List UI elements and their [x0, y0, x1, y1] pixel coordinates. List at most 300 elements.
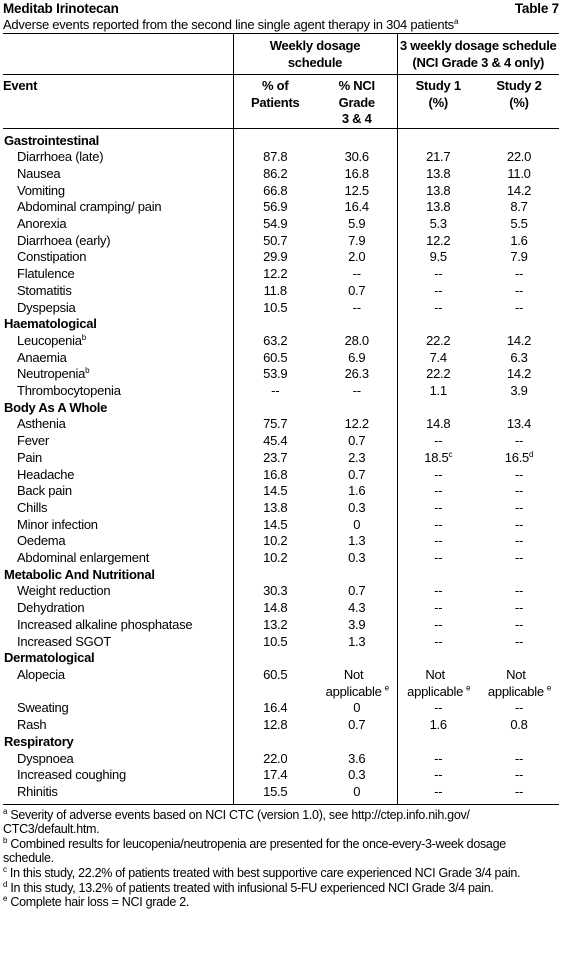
event-footnote-marker: b — [85, 366, 90, 376]
pct-nci-cell — [317, 634, 397, 651]
pct-patients-cell-value: 13.2 — [263, 616, 288, 632]
pct-nci-cell — [317, 467, 397, 484]
pct-patients-cell — [233, 183, 317, 200]
pct-patients-cell-value: 14.5 — [263, 483, 288, 499]
column-header-row — [3, 75, 559, 129]
section-header-empty — [233, 567, 317, 584]
section-header-row — [3, 128, 559, 149]
pct-patients-cell-value: 16.8 — [263, 466, 288, 482]
pct-nci-cell-value: 12.5 — [344, 182, 369, 198]
pct-patients-cell-value: 75.7 — [263, 416, 288, 432]
pct-nci-cell — [317, 233, 397, 250]
event-name: Abdominal cramping/ pain — [17, 199, 162, 215]
pct-nci-cell-value: 0.3 — [348, 767, 366, 783]
event-cell — [3, 283, 233, 300]
study2-cell-value: -- — [514, 282, 524, 298]
study2-cell — [479, 166, 559, 183]
event-name: Dyspepsia — [17, 299, 76, 315]
section-header-empty — [317, 567, 397, 584]
footnote-text: Complete hair loss = NCI grade 2. — [10, 895, 190, 910]
pct-patients-cell — [233, 383, 317, 400]
event-name: Increased SGOT — [17, 633, 112, 649]
section-header-empty — [397, 650, 479, 667]
study1-cell-value: 1.6 — [429, 717, 447, 733]
event-name: Flatulence — [17, 266, 75, 282]
pct-patients-cell — [233, 617, 317, 634]
study1-cell-value: -- — [434, 282, 443, 298]
pct-nci-cell-value: 16.8 — [344, 165, 369, 181]
pct-patients-cell-value: 29.9 — [263, 249, 288, 265]
study1-cell-footnote-marker: e — [466, 683, 471, 693]
study2-cell-value: Not applicable — [487, 667, 544, 699]
pct-patients-cell-value: 23.7 — [263, 449, 288, 465]
section-header-empty — [397, 400, 479, 417]
study2-cell — [479, 533, 559, 550]
pct-patients-cell — [233, 416, 317, 433]
pct-patients-cell-value: 14.5 — [263, 516, 288, 532]
pct-patients-cell — [233, 433, 317, 450]
study2-cell-footnote-marker: d — [529, 449, 534, 459]
section-header-row — [3, 316, 559, 333]
pct-patients-cell-value: 10.5 — [263, 633, 288, 649]
pct-nci-cell-value: 1.6 — [348, 483, 366, 499]
study2-cell-value: 5.5 — [510, 216, 528, 232]
table-row — [3, 751, 559, 768]
pct-patients-cell-value: 10.5 — [263, 299, 288, 315]
pct-nci-cell — [317, 767, 397, 784]
pct-patients-cell-value: 54.9 — [263, 216, 288, 232]
event-cell — [3, 350, 233, 367]
event-cell — [3, 300, 233, 317]
pct-nci-cell — [317, 700, 397, 717]
pct-nci-cell — [317, 617, 397, 634]
table-row — [3, 600, 559, 617]
event-cell — [3, 583, 233, 600]
pct-nci-cell — [317, 366, 397, 383]
footnote-text: In this study, 22.2% of patients treated with best supportive care experienced NCI Grade 3/4 pain. — [9, 866, 521, 880]
study1-cell — [397, 266, 479, 283]
study2-cell — [479, 517, 559, 534]
table-caption — [3, 17, 559, 34]
pct-nci-cell — [317, 416, 397, 433]
three-weekly-group-header-text: 3 weekly dosage schedule (NCI Grade 3 & 4 only) — [399, 38, 557, 70]
study1-cell — [397, 634, 479, 651]
study2-cell — [479, 383, 559, 400]
table-row — [3, 249, 559, 266]
caption-footnote-marker: a — [453, 17, 459, 26]
pct-nci-cell-value: 7.9 — [348, 232, 366, 248]
study1-cell-value: 22.2 — [426, 366, 451, 382]
table-row — [3, 416, 559, 433]
study1-cell — [397, 366, 479, 383]
study1-cell — [397, 483, 479, 500]
section-header-row — [3, 567, 559, 584]
pct-patients-cell — [233, 216, 317, 233]
table-row — [3, 767, 559, 784]
study1-cell — [397, 467, 479, 484]
event-cell — [3, 517, 233, 534]
study2-cell-value: 14.2 — [506, 182, 532, 198]
event-cell — [3, 700, 233, 717]
section-title: Body As A Whole — [3, 400, 233, 417]
section-title: Dermatological — [3, 650, 233, 667]
study2-cell — [479, 467, 559, 484]
table-row — [3, 233, 559, 250]
study1-cell-value: 14.8 — [426, 416, 451, 432]
study2-cell-footnote-marker: e — [546, 683, 552, 693]
footnote-e — [3, 895, 559, 910]
pct-patients-cell — [233, 233, 317, 250]
event-cell — [3, 634, 233, 651]
study2-cell-value: 0.8 — [510, 717, 528, 733]
study2-cell — [479, 216, 559, 233]
pct-nci-cell — [317, 751, 397, 768]
pct-patients-cell — [233, 199, 317, 216]
document-title: Meditab Irinotecan — [3, 1, 119, 16]
event-name: Vomiting — [17, 182, 65, 198]
event-cell — [3, 166, 233, 183]
event-name: Nausea — [17, 165, 61, 181]
study1-cell — [397, 767, 479, 784]
study1-cell-value: 18.5 — [424, 449, 449, 465]
pct-nci-cell-value: 0 — [353, 783, 361, 799]
pct-nci-cell-value: 28.0 — [344, 332, 369, 348]
pct-nci-cell-value: 0.3 — [348, 499, 366, 515]
pct-nci-cell — [317, 483, 397, 500]
table-row — [3, 383, 559, 400]
pct-nci-cell — [317, 600, 397, 617]
study1-cell-value: 9.5 — [429, 249, 447, 265]
weekly-group-header — [233, 34, 397, 75]
section-header-empty — [397, 316, 479, 333]
document-header — [3, 1, 559, 17]
pct-nci-cell-value: 30.6 — [344, 149, 369, 165]
pct-patients-cell — [233, 483, 317, 500]
study1-cell-value: -- — [434, 550, 443, 566]
caption-text: Adverse events reported from the second line single agent therapy in 304 patients — [3, 17, 454, 32]
event-name: Chills — [17, 499, 48, 515]
section-header-row — [3, 400, 559, 417]
event-cell — [3, 600, 233, 617]
col-header-study2-text: Study 2 (%) — [496, 78, 542, 110]
study2-cell-value: -- — [514, 266, 524, 282]
pct-nci-cell-value: 0 — [353, 516, 361, 532]
study1-cell — [397, 350, 479, 367]
event-name: Pain — [17, 449, 43, 465]
section-title: Metabolic And Nutritional — [3, 567, 233, 584]
study2-cell — [479, 416, 559, 433]
pct-nci-cell-footnote-marker: e — [384, 683, 389, 693]
study1-cell-value: -- — [434, 299, 443, 315]
group-header-row — [3, 34, 559, 75]
event-name: Back pain — [17, 483, 72, 499]
study2-cell-value: 22.0 — [506, 149, 532, 165]
pct-nci-cell-value: 0.7 — [348, 583, 366, 599]
pct-nci-cell-value: 0.7 — [348, 466, 366, 482]
section-header-row — [3, 734, 559, 751]
section-header-empty — [479, 128, 559, 149]
study2-cell-value: -- — [514, 783, 524, 799]
pct-patients-cell — [233, 350, 317, 367]
pct-nci-cell-value: 16.4 — [344, 199, 369, 215]
table-row — [3, 667, 559, 700]
pct-patients-cell-value: 13.8 — [263, 499, 288, 515]
study2-cell-value: 1.6 — [510, 232, 528, 248]
event-name: Minor infection — [17, 516, 98, 532]
event-name: Fever — [17, 433, 49, 449]
study1-cell — [397, 583, 479, 600]
pct-nci-cell-value: 0.7 — [348, 717, 366, 733]
study2-cell-value: -- — [514, 466, 524, 482]
footnote-text: Severity of adverse events based on NCI CTC (version 1.0), see http://ctep.info.nih.gov/ CTC3/default.htm. — [3, 807, 470, 837]
footnote-c — [3, 866, 559, 881]
section-header-empty — [479, 316, 559, 333]
pct-nci-cell — [317, 249, 397, 266]
study2-cell — [479, 751, 559, 768]
section-header-empty — [317, 650, 397, 667]
study2-cell — [479, 634, 559, 651]
pct-nci-cell — [317, 583, 397, 600]
col-header-study1-text: Study 1 (%) — [415, 78, 461, 110]
study1-cell-value: -- — [434, 767, 443, 783]
study2-cell — [479, 667, 559, 700]
study1-cell — [397, 249, 479, 266]
study2-cell — [479, 717, 559, 734]
pct-patients-cell-value: 10.2 — [263, 533, 288, 549]
pct-patients-cell — [233, 467, 317, 484]
footnote-d — [3, 881, 559, 896]
pct-nci-cell — [317, 550, 397, 567]
study1-cell — [397, 199, 479, 216]
study1-cell — [397, 784, 479, 804]
pct-nci-cell — [317, 166, 397, 183]
study2-cell-value: 13.4 — [506, 416, 532, 432]
section-header-empty — [233, 128, 317, 149]
event-cell — [3, 784, 233, 804]
pct-patients-cell-value: 10.2 — [263, 550, 288, 566]
section-header-empty — [317, 400, 397, 417]
table-row — [3, 634, 559, 651]
event-name: Anaemia — [17, 349, 67, 365]
pct-patients-cell — [233, 600, 317, 617]
study1-cell-value: -- — [434, 533, 443, 549]
study1-cell — [397, 667, 479, 700]
table-row — [3, 283, 559, 300]
section-header-empty — [397, 567, 479, 584]
pct-nci-cell — [317, 517, 397, 534]
footnote-marker: a — [3, 806, 8, 816]
study2-cell — [479, 433, 559, 450]
pct-nci-cell-value: 1.3 — [348, 633, 366, 649]
pct-patients-cell-value: 60.5 — [263, 349, 288, 365]
study2-cell-value: 3.9 — [510, 383, 528, 399]
table-row — [3, 366, 559, 383]
footnote-text: In this study, 13.2% of patients treated with infusional 5-FU experienced NCI Grade 3/4 pain. — [10, 880, 494, 895]
pct-patients-cell — [233, 717, 317, 734]
study2-cell — [479, 199, 559, 216]
pct-nci-cell — [317, 450, 397, 467]
event-footnote-marker: b — [81, 332, 86, 342]
study1-cell-value: 7.4 — [429, 349, 447, 365]
event-cell — [3, 416, 233, 433]
event-name: Sweating — [17, 700, 69, 716]
study2-cell — [479, 149, 559, 166]
study1-cell — [397, 500, 479, 517]
event-name: Anorexia — [17, 216, 67, 232]
event-cell — [3, 383, 233, 400]
col-header-event: Event — [3, 75, 233, 129]
pct-patients-cell — [233, 634, 317, 651]
adverse-events-table — [3, 34, 559, 805]
section-title: Gastrointestinal — [3, 128, 233, 149]
pct-patients-cell — [233, 450, 317, 467]
study2-cell — [479, 183, 559, 200]
pct-nci-cell — [317, 333, 397, 350]
section-header-empty — [233, 400, 317, 417]
study2-cell — [479, 350, 559, 367]
pct-patients-cell-value: 50.7 — [263, 232, 288, 248]
study1-cell — [397, 751, 479, 768]
pct-nci-cell-value: -- — [352, 299, 361, 315]
pct-patients-cell-value: 63.2 — [263, 332, 288, 348]
pct-patients-cell — [233, 166, 317, 183]
study2-cell-value: -- — [514, 299, 524, 315]
event-cell — [3, 433, 233, 450]
table-row — [3, 617, 559, 634]
event-cell — [3, 249, 233, 266]
pct-nci-cell-value: 26.3 — [344, 366, 369, 382]
event-name: Abdominal enlargement — [17, 550, 150, 566]
col-header-study1 — [397, 75, 479, 129]
study2-cell — [479, 333, 559, 350]
study1-cell-value: 13.8 — [426, 165, 451, 181]
study2-cell-value: -- — [514, 516, 524, 532]
study2-cell — [479, 249, 559, 266]
event-name: Rhinitis — [17, 783, 58, 799]
table-row — [3, 350, 559, 367]
pct-patients-cell-value: 15.5 — [263, 783, 288, 799]
event-name: Constipation — [17, 249, 87, 265]
pct-nci-cell-value: -- — [352, 383, 361, 399]
pct-nci-cell-value: 2.3 — [348, 449, 366, 465]
pct-nci-cell — [317, 283, 397, 300]
section-header-empty — [317, 734, 397, 751]
footnote-marker: d — [3, 879, 8, 889]
pct-patients-cell-value: 11.8 — [263, 282, 287, 298]
study2-cell — [479, 283, 559, 300]
pct-patients-cell-value: 17.4 — [263, 767, 288, 783]
event-name: Dyspnoea — [17, 750, 74, 766]
table-row — [3, 166, 559, 183]
pct-nci-cell-value: 1.3 — [348, 533, 366, 549]
section-header-empty — [397, 734, 479, 751]
event-cell — [3, 450, 233, 467]
study1-cell — [397, 233, 479, 250]
table-row — [3, 300, 559, 317]
study1-cell-value: Not applicable — [407, 667, 464, 699]
table-body — [3, 128, 559, 804]
pct-nci-cell — [317, 784, 397, 804]
pct-patients-cell-value: 45.4 — [263, 433, 288, 449]
event-cell — [3, 483, 233, 500]
study2-cell-value: 11.0 — [507, 165, 531, 181]
pct-nci-cell-value: 0.7 — [348, 282, 366, 298]
event-cell — [3, 266, 233, 283]
table-label: Table 7 — [514, 1, 559, 16]
section-header-empty — [317, 316, 397, 333]
pct-patients-cell — [233, 550, 317, 567]
study1-cell — [397, 517, 479, 534]
event-cell — [3, 617, 233, 634]
section-header-empty — [233, 650, 317, 667]
study1-cell-value: -- — [434, 616, 443, 632]
study1-cell — [397, 166, 479, 183]
section-header-empty — [479, 650, 559, 667]
study1-cell — [397, 717, 479, 734]
study2-cell — [479, 233, 559, 250]
pct-patients-cell-value: 22.0 — [263, 750, 288, 766]
study1-cell — [397, 450, 479, 467]
study2-cell — [479, 450, 559, 467]
pct-patients-cell-value: 56.9 — [263, 199, 288, 215]
pct-patients-cell-value: 12.2 — [263, 266, 288, 282]
event-name: Alopecia — [17, 667, 65, 682]
pct-nci-cell — [317, 300, 397, 317]
study2-cell-value: 7.9 — [510, 249, 528, 265]
section-header-empty — [397, 128, 479, 149]
study1-cell-value: -- — [434, 583, 443, 599]
study2-cell-value: -- — [514, 499, 524, 515]
pct-patients-cell-value: 14.8 — [263, 600, 288, 616]
study1-cell — [397, 216, 479, 233]
study1-cell — [397, 600, 479, 617]
pct-nci-cell — [317, 350, 397, 367]
pct-patients-cell — [233, 500, 317, 517]
event-name: Leucopenia — [17, 332, 82, 348]
footnote-marker: e — [3, 894, 8, 904]
section-title: Respiratory — [3, 734, 233, 751]
event-cell — [3, 149, 233, 166]
pct-nci-cell — [317, 149, 397, 166]
pct-nci-cell-value: 0.7 — [348, 433, 366, 449]
study2-cell-value: -- — [514, 600, 524, 616]
section-header-empty — [233, 316, 317, 333]
study2-cell — [479, 600, 559, 617]
section-header-row — [3, 650, 559, 667]
pct-nci-cell-value: 2.0 — [348, 249, 366, 265]
pct-patients-cell — [233, 583, 317, 600]
footnote-a — [3, 808, 559, 837]
study1-cell-value: 5.3 — [429, 216, 447, 232]
study2-cell-value: -- — [514, 700, 524, 716]
table-row — [3, 149, 559, 166]
table-row — [3, 266, 559, 283]
event-cell — [3, 767, 233, 784]
study1-cell-value: 22.2 — [426, 332, 451, 348]
study2-cell — [479, 550, 559, 567]
study2-cell-value: -- — [514, 550, 524, 566]
study1-cell-value: 13.8 — [426, 199, 451, 215]
study2-cell-value: -- — [514, 616, 524, 632]
event-name: Increased coughing — [17, 767, 126, 783]
event-cell — [3, 550, 233, 567]
event-name: Headache — [17, 466, 75, 482]
study2-cell — [479, 266, 559, 283]
footnote-b — [3, 837, 559, 866]
pct-patients-cell-value: -- — [271, 383, 280, 399]
event-name: Oedema — [17, 533, 66, 549]
study2-cell — [479, 500, 559, 517]
